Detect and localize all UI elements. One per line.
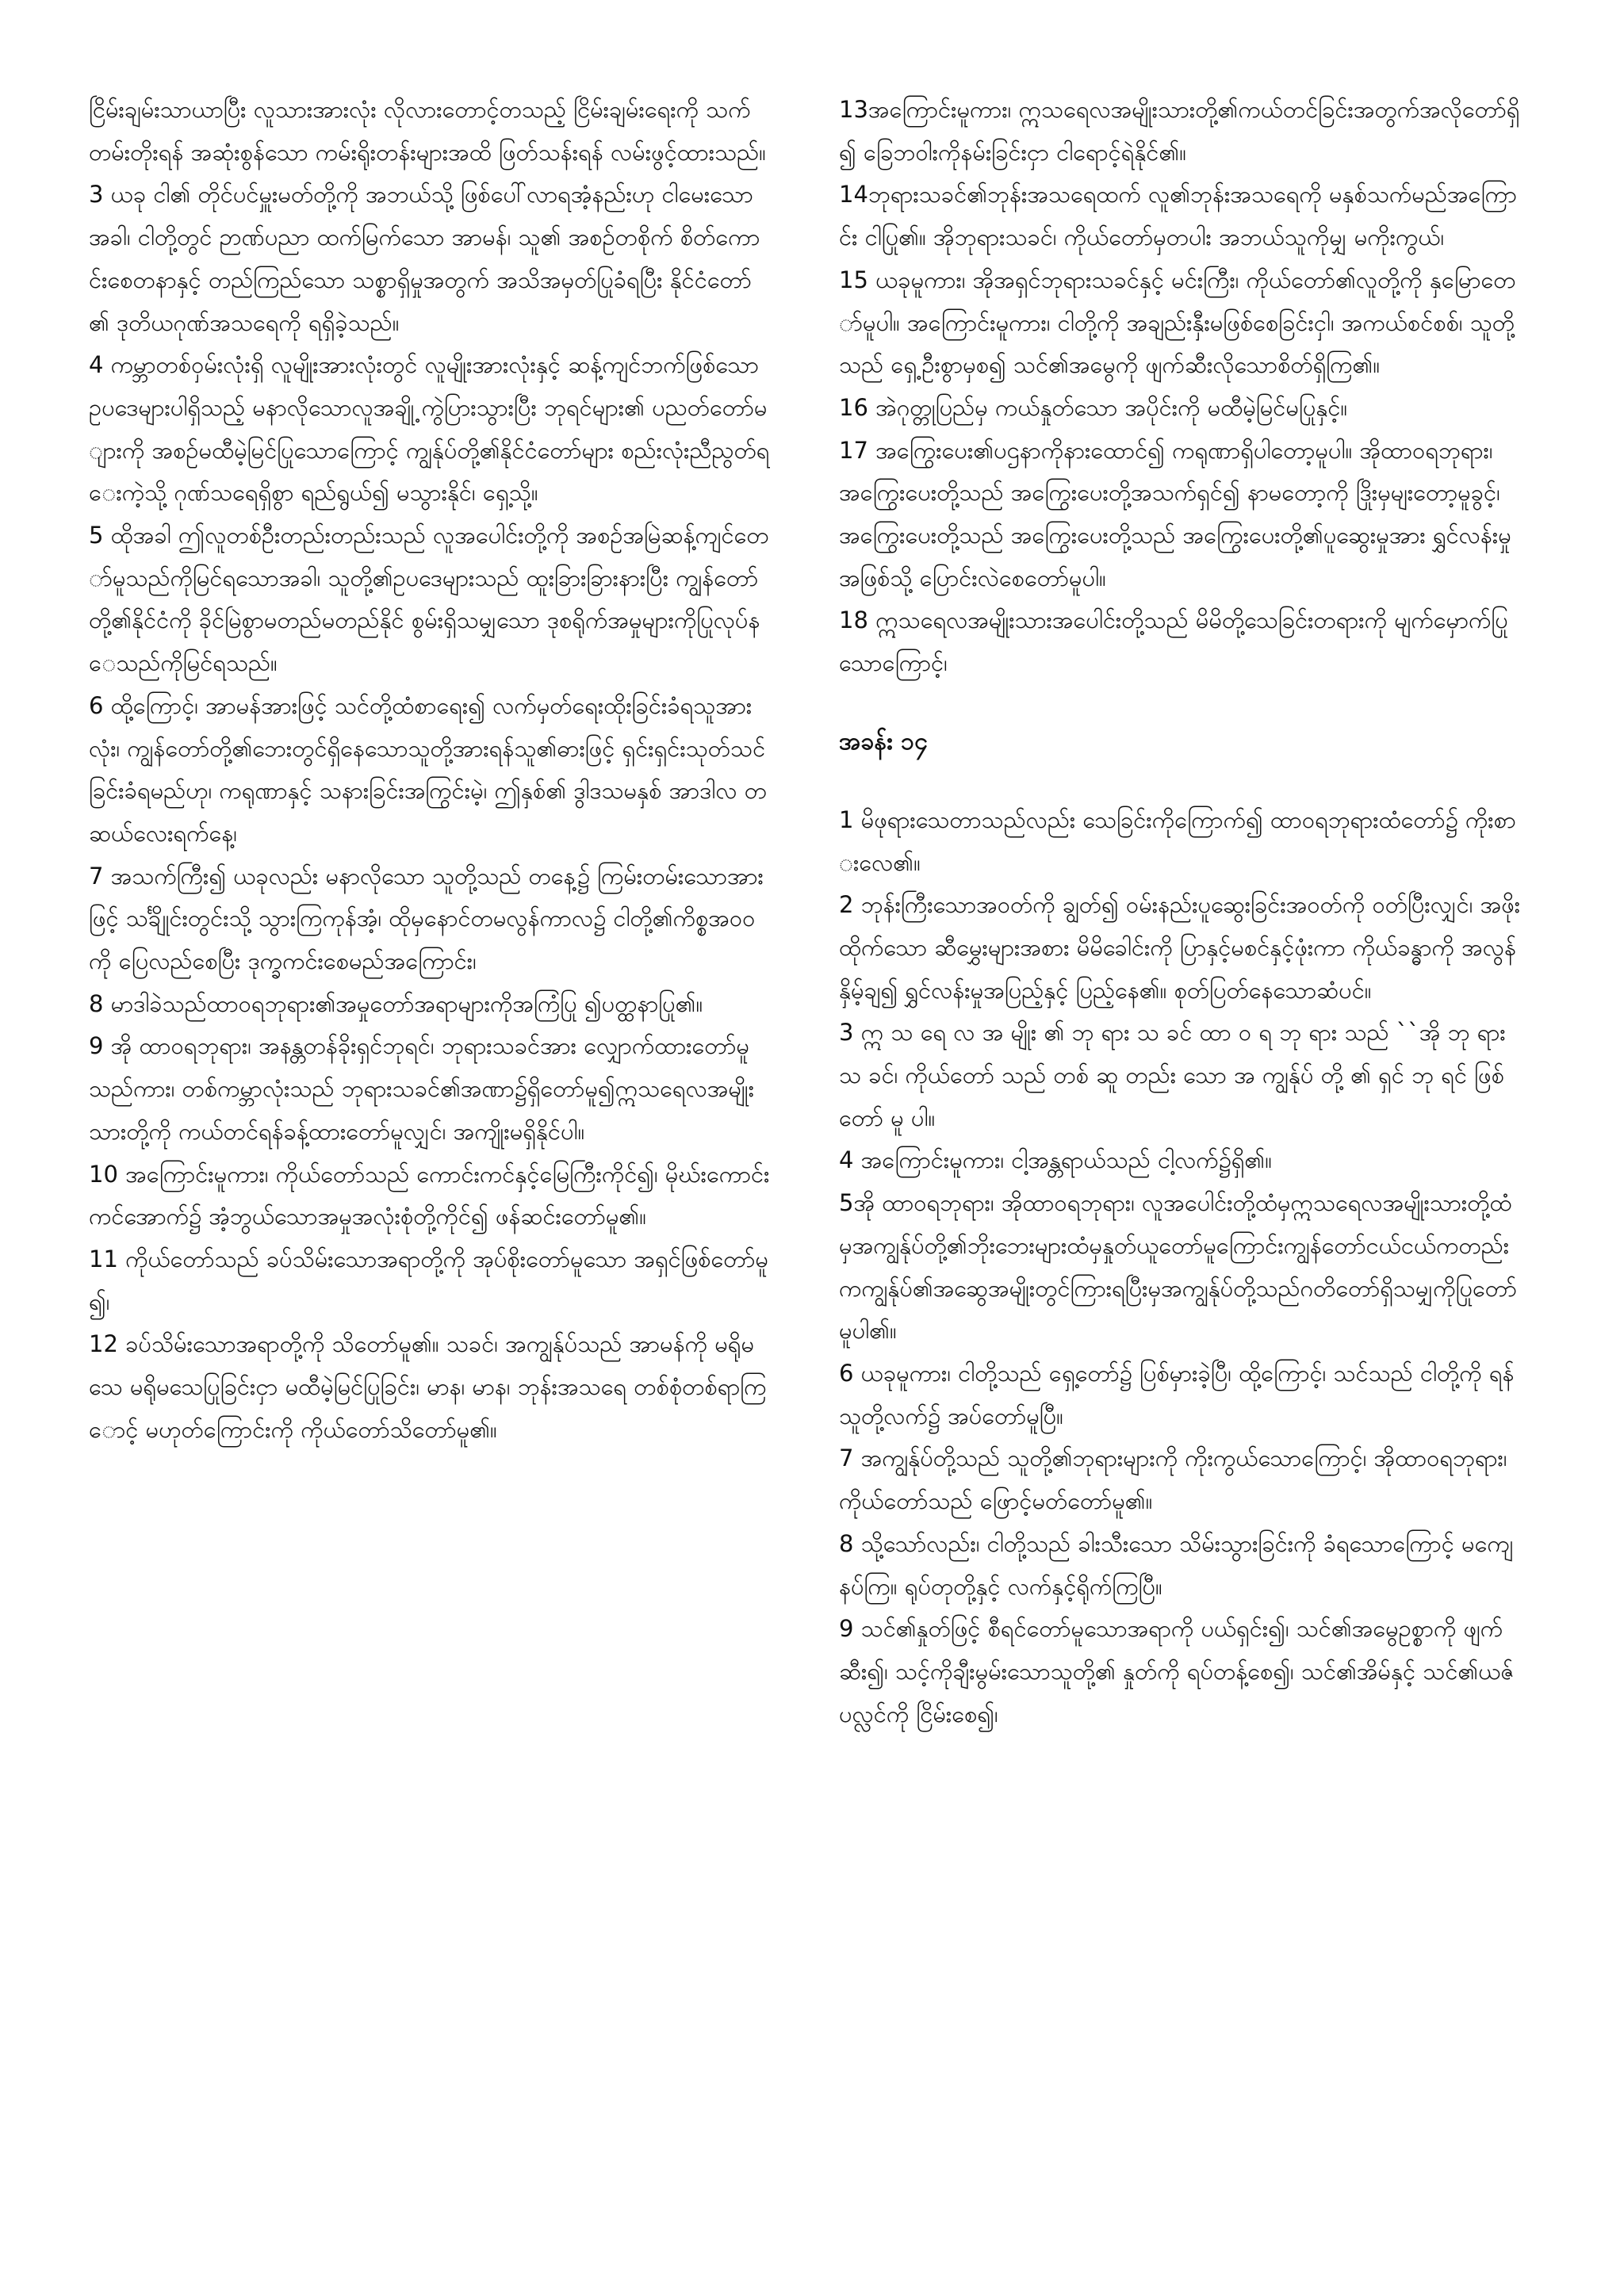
- verse-3: 3 ယခု ငါ၏ တိုင်ပင်မှူးမတ်တို့ကို အဘယ်သို့ ဖြစ်ပေါ်လာရအံ့နည်းဟု ငါမေးသောအခါ၊ ငါတို့တွင် ဉာဏ်ပညာ ထက်မြက်သော အာမန်၊ သူ၏ အစဉ်တစိုက် စိတ်ကောင်းစေတနာနှင့် တည်ကြည်သော သစ္စာရှိမှုအတွက် အသိအမှတ်ပြုခံရပြီး နိုင်ငံတော်၏ ဒုတိယဂုဏ်အသရေကို ရရှိခဲ့သည်။: [89, 181, 760, 336]
- verse-13: 13အကြောင်းမူကား၊ ဣသရေလအမျိုးသားတို့၏ကယ်တင်ခြင်းအတွက်အလိုတော်ရှိ၍ ခြေဘဝါးကိုနမ်းခြင်းငှာ ငါရောင့်ရဲနိုင်၏။: [839, 96, 1520, 166]
- verse-6: 6 ထို့ကြောင့်၊ အာမန်အားဖြင့် သင်တို့ထံစာရေး၍ လက်မှတ်ရေးထိုးခြင်းခံရသူအားလုံး၊ ကျွန်တော်တို့၏ဘေးတွင်ရှိနေသောသူတို့အားရန်သူ၏ဓားဖြင့် ရှင်းရှင်းသုတ်သင်ခြင်းခံရမည်ဟု၊ ကရုဏာနှင့် သနားခြင်းအကြွင်းမဲ့၊ ဤနှစ်၏ ဒွါဒသမနှစ် အာဒါလ တဆယ်လေးရက်နေ့၊: [89, 691, 767, 847]
- verse-11: 11 ကိုယ်တော်သည် ခပ်သိမ်းသောအရာတို့ကို အုပ်စိုးတော်မူသော အရှင်ဖြစ်တော်မူ၍၊: [89, 1245, 768, 1315]
- chapter-verse-1: 1 မိဖုရားသေတာသည်လည်း သေခြင်းကိုကြောက်၍ ထာဝရဘုရားထံတော်၌ ကိုးစားလေ၏။: [839, 806, 1516, 876]
- chapter-verse-4: 4 အကြောင်းမူကား၊ ငါ့အန္တရာယ်သည် ငါ့လက်၌ရှိ၏။: [839, 1146, 1272, 1174]
- verse-15: 15 ယခုမူကား၊ အိုအရှင်ဘုရားသခင်နှင့် မင်းကြီး၊ ကိုယ်တော်၏လူတို့ကို နှမြောတော်မူပါ။ အကြောင်းမူကား၊ ငါတို့ကို အချည်းနှီးမဖြစ်စေခြင်းငှါ၊ အကယ်စင်စစ်၊ သူတို့သည် ရှေ့ဦးစွာမှစ၍ သင်၏အမွေကို ဖျက်ဆီးလိုသောစိတ်ရှိကြ၏။: [839, 266, 1516, 379]
- verse-16: 16 အဲဂုတ္တုပြည်မှ ကယ်နှုတ်သော အပိုင်းကို မထီမဲ့မြင်မပြုနှင့်။: [839, 393, 1348, 421]
- chapter-verse-9: 9 သင်၏နှုတ်ဖြင့် စီရင်တော်မူသောအရာကို ပယ်ရှင်း၍၊ သင်၏အမွေဥစ္စာကို ဖျက်ဆီး၍၊ သင့်ကိုချီးမွမ်းသောသူတို့၏ နှုတ်ကို ရပ်တန့်စေ၍၊ သင်၏အိမ်နှင့် သင်၏ယဇ်ပလ္လင်ကို ငြိမ်းစေ၍၊: [839, 1615, 1515, 1728]
- chapter-verse-5: 5အို ထာဝရဘုရား၊ အိုထာဝရဘုရား၊ လူအပေါင်းတို့ထံမှဣသရေလအမျိုးသားတို့ထံမှအကျွန်ုပ်တို့၏ဘိုးဘေးများထံမှနှုတ်ယူတော်မူကြောင်းကျွန်တော်ငယ်ငယ်ကတည်းကကျွန်ုပ်၏အဆွေအမျိုးတွင်ကြားရပြီးမှအကျွန်ုပ်တို့သည်ဂတိတော်ရှိသမျှကိုပြုတော်မူပါ၏။: [839, 1189, 1517, 1345]
- chapter-verse-8: 8 သို့သော်လည်း၊ ငါတို့သည် ခါးသီးသော သိမ်းသွားခြင်းကို ခံရသောကြောင့် မကျေနပ်ကြ။ ရုပ်တုတို့နှင့် လက်နှင့်ရိုက်ကြပြီ။: [839, 1529, 1514, 1600]
- verse-12: 12 ခပ်သိမ်းသောအရာတို့ကို သိတော်မူ၏။ သခင်၊ အကျွန်ုပ်သည် အာမန်ကို မရိုမသေ မရိုမသေပြုခြင်းငှာ မထီမဲ့မြင်ပြုခြင်း၊ မာန၊ မာန၊ ဘုန်းအသရေ တစ်စုံတစ်ရာကြောင့် မဟုတ်ကြောင်းကို ကိုယ်တော်သိတော်မူ၏။: [89, 1330, 767, 1443]
- verse-17: 17 အကြွေးပေး၏ပဌနာကိုနားထောင်၍ ကရုဏာရှိပါတော့မူပါ။ အိုထာဝရဘုရား၊ အကြွေးပေးတို့သည် အကြွေးပေးတို့အသက်ရှင်၍ နာမတော့ကို ဒြိုးမှမျးတော့မူခွင့်၊ အကြွေးပေးတို့သည် အကြွေးပေးတို့သည် အကြွေးပေးတို့၏ပူဆွေးမှုအား ရွှင်လန်းမှုအဖြစ်သို့ ပြောင်းလဲစေတော်မူပါ။: [839, 436, 1511, 591]
- verse-7: 7 အသက်ကြီး၍ ယခုလည်း မနာလိုသော သူတို့သည် တနေ့၌ ကြမ်းတမ်းသောအားဖြင့် သင်္ချိုင်းတွင်းသို့ သွားကြကုန်အံ့၊ ထိုမှနောင်တမလွန်ကာလ၌ ငါတို့၏ကိစ္စအဝဝကို ပြေလည်စေပြီး ဒုက္ခကင်းစေမည်အကြောင်း၊: [89, 862, 764, 975]
- chapter-verse-2: 2 ဘုန်းကြီးသောအဝတ်ကို ချွတ်၍ ဝမ်းနည်းပူဆွေးခြင်းအဝတ်ကို ဝတ်ပြီးလျှင်၊ အဖိုးထိုက်သော ဆီမွှေးများအစား မိမိခေါင်းကို ပြာနှင့်မစင်နှင့်ဖုံးကာ ကိုယ်ခန္ဓာကို အလွန်နှိမ့်ချ၍ ရွှင်လန်းမှုအပြည့်နှင့် ပြည့်နေ၏။ စုတ်ပြတ်နေသောဆံပင်။: [839, 891, 1521, 1004]
- verse-4: 4 ကမ္ဘာတစ်ဝှမ်းလုံးရှိ လူမျိုးအားလုံးတွင် လူမျိုးအားလုံးနှင့် ဆန့်ကျင်ဘက်ဖြစ်သော ဥပဒေများပါရှိသည့် မနာလိုသောလူအချို့ ကွဲပြားသွားပြီး ဘုရင်များ၏ ပညတ်တော်များကို အစဉ်မထီမဲ့မြင်ပြုသောကြောင့် ကျွန်ုပ်တို့၏နိုင်ငံတော်များ စည်းလုံးညီညွတ်ရေးကဲ့သို့ ဂုဏ်သရေရှိစွာ ရည်ရွယ်၍ မသွားနိုင်၊ ရှေ့သို့။: [89, 351, 770, 507]
- right-column: [839, 89, 1521, 1735]
- chapter-heading: အခန်း ၁၄: [839, 727, 928, 756]
- paragraph: ငြိမ်းချမ်းသာယာပြီး လူသားအားလုံး လိုလားတောင့်တသည့် ငြိမ်းချမ်းရေးကို သက်တမ်းတိုးရန် အဆုံးစွန်သော ကမ်းရိုးတန်းများအထိ ဖြတ်သန်းရန် လမ်းဖွင့်ထားသည်။: [89, 96, 766, 166]
- verse-14: 14ဘုရားသခင်၏ဘုန်းအသရေထက် လူ၏ဘုန်းအသရေကို မနှစ်သက်မည်အကြောင်း ငါပြု၏။ အိုဘုရားသခင်၊ ကိုယ်တော်မှတပါး အဘယ်သူကိုမျှ မကိုးကွယ်၊: [839, 181, 1517, 251]
- verse-8: 8 မာဒါခဲသည်ထာဝရဘုရား၏အမှုတော်အရာများကိုအကြံပြု ၍ပတ္ထနာပြု၏။: [89, 989, 703, 1017]
- verse-9: 9 အို ထာဝရဘုရား၊ အနန္တတန်ခိုးရှင်ဘုရင်၊ ဘုရားသခင်အား လျှောက်ထားတော်မူသည်ကား၊ တစ်ကမ္ဘာလုံးသည် ဘုရားသခင်၏အဏာ၌ရှိတော်မူ၍ဣသရေလအမျိုးသားတို့ကို ကယ်တင်ရန်ခန့်ထားတော်မူလျှင်၊ အကျိုးမရှိနိုင်ပါ။: [89, 1032, 755, 1145]
- chapter-verse-6: 6 ယခုမူကား၊ ငါတို့သည် ရှေ့တော်၌ ပြစ်မှားခဲ့ပြီ၊ ထို့ကြောင့်၊ သင်သည် ငါတို့ကို ရန်သူတို့လက်၌ အပ်တော်မူပြီ။: [839, 1359, 1515, 1429]
- verse-10: 10 အကြောင်းမူကား၊ ကိုယ်တော်သည် ကောင်းကင်နှင့်မြေကြီးကိုင်၍၊ မိုဃ်းကောင်းကင်အောက်၌ အံ့ဘွယ်သောအမှုအလုံးစုံတို့ကိုင်၍ ဖန်ဆင်းတော်မူ၏။: [89, 1160, 770, 1230]
- verse-5: 5 ထိုအခါ ဤလူတစ်ဦးတည်းတည်းသည် လူအပေါင်းတို့ကို အစဉ်အမြဲဆန့်ကျင်တော်မူသည်ကိုမြင်ရသောအခါ၊ သူတို့၏ဥပဒေများသည် ထူးခြားခြားနားပြီး ကျွန်တော်တို့၏နိုင်ငံကို ခိုင်မြဲစွာမတည်မတည်နိုင် စွမ်းရှိသမျှသော ဒုစရိုက်အမှုများကိုပြုလုပ်နေသည်ကိုမြင်ရသည်။: [89, 522, 769, 677]
- chapter-verse-3: 3 ဣ သ ရေ လ အ မျိုး ၏ ဘု ရား သ ခင် ထာ ဝ ရ ဘု ရား သည် ``အို ဘု ရား သ ခင်၊ ကိုယ်တော် သည် တစ် ဆူ တည်း သော အ ကျွန်ုပ် တို့ ၏ ရှင် ဘု ရင် ဖြစ် တော် မူ ပါ။: [839, 1019, 1506, 1131]
- verse-18: 18 ဣသရေလအမျိုးသားအပေါင်းတို့သည် မိမိတို့သေခြင်းတရားကို မျက်မှောက်ပြုသောကြောင့်၊: [839, 607, 1508, 677]
- left-column: [89, 89, 771, 1452]
- chapter-verse-7: 7 အကျွန်ုပ်တို့သည် သူတို့၏ဘုရားများကို ကိုးကွယ်သောကြောင့်၊ အိုထာဝရဘုရား၊ ကိုယ်တော်သည် ဖြောင့်မတ်တော်မူ၏။: [839, 1445, 1507, 1515]
